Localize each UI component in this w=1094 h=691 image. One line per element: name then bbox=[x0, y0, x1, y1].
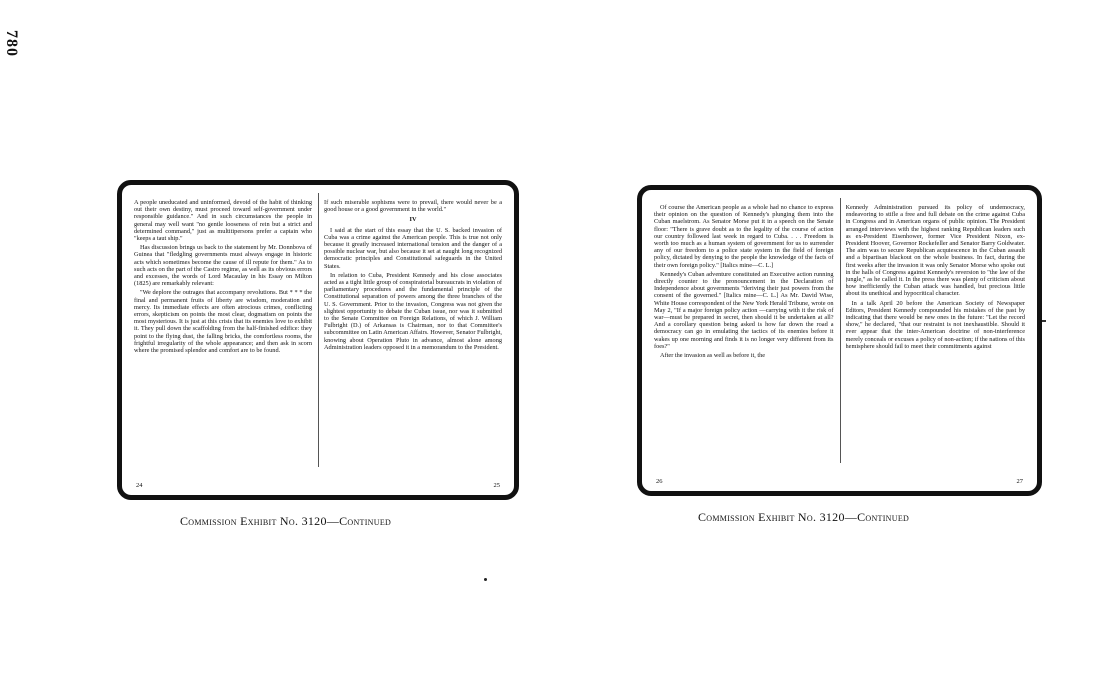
folio-left: 26 bbox=[656, 478, 663, 485]
folio-left: 24 bbox=[136, 482, 143, 489]
paragraph: After the invasion as well as before it, the bbox=[660, 352, 766, 360]
paragraph: I said at the start of this essay that the U. S. backed invasion of Cuba was a crime against the American people. This is true not only because it greatly increased international tension and the danger of a possible nuclear war, but also because it set at naught long recognized democratic principles and Constitutional safeguards in the United States. bbox=[324, 226, 502, 270]
scan-mark bbox=[1042, 320, 1046, 322]
paragraph: Kennedy's Cuban adventure constituted an Executive action running directly counter to the pronouncement in the Declaration of Independence about governments "deriving their just powers from the consent of the governed." [Italics mine—C. L.] As Mr. David Wise, White House correspondent of the New York Herald Tribune, wrote on May 2, "If a major foreign policy action —carrying with it the risk of war—must be prepared in secret, then should it be undertaken at all? And a corollary question being asked is how far down the road a democracy can go in emulating the tactics of its enemies before it wakes up one morning and finds it is no longer very different from its foes?" bbox=[654, 270, 834, 350]
paragraph: Has discussion brings us back to the statement by Mr. Donnbova of Guinea that "fledgling governments must always engage in historic acts which sometimes become the cause of ill repute for them." As to such acts on the part of the Castro regime, as well as its obvious errors and excesses, the words of Lord Macaulay in his Essay on Milton (1825) are remarkably relevant: bbox=[134, 244, 312, 288]
paragraph: In a talk April 20 before the American Society of Newspaper Editors, President Kennedy compounded his mistakes of the past by indicating that there would be new ones in the future: "Let the record show," he declared, "that our restraint is not inexhaustible. Should it ever appear that the inter-American doctrine of non-interference merely conceals or excuses a policy of non-action; if the nations of this hemisphere should fail to meet their commitments against bbox=[845, 299, 1025, 350]
page-number: 780 bbox=[3, 30, 20, 57]
column-left-page-24 bbox=[134, 199, 312, 473]
paragraph: In relation to Cuba, President Kennedy and his close associates acted as a tight little group of conspiratorial bureaucrats in violation of parliamentary procedures and the fundamental principle of the Constitutional separation of powers among the three branches of the U. S. Government. Prior to the invasion, Congress was not given the slightest opportunity to debate the Cuban issue, nor was it submitted to the Senate Committee on Foreign Relations, of which J. William Fulbright (D.) of Arkansas is Chairman, nor to that Committee's subcommittee on Latin American Affairs. However, Senator Fulbright, knowing about Operation Pluto in advance, almost alone among Administration leaders opposed it in a memorandum to the President. bbox=[324, 271, 502, 351]
folio-right: 25 bbox=[493, 482, 500, 489]
paragraph: A people uneducated and uninformed, devoid of the habit of thinking out their own destiny, must proceed toward self-government under responsible guidance." And in such circumstances the people in general may well want "no gentle looseness of rein but a strict and determined command," just as multitipersons prefer a captain who "keeps a taut ship." bbox=[134, 199, 312, 243]
column-left-page-25 bbox=[324, 199, 502, 473]
paragraph: Of course the American people as a whole had no chance to express their opinion on the question of Kennedy's plunging them into the Cuban maelstrom. As Senator Morse put it in a speech on the Senate floor: "There is grave doubt as to the legality of the course of action our country followed last week in regard to Cuba. . . . Freedom is worth too much as a human system of government for us to surrender any of our freedom to a police state system in the field of foreign policy, dictated by denying to the people the knowledge of the facts of their own foreign policy." [Italics mine—C. L.] bbox=[654, 204, 834, 269]
exhibit-caption-left: Commission Exhibit No. 3120—Continued bbox=[180, 514, 392, 528]
exhibit-caption-right: Commission Exhibit No. 3120—Continued bbox=[698, 510, 910, 524]
book-spread-right bbox=[637, 185, 1042, 496]
column-right-page-27 bbox=[846, 204, 1026, 469]
paragraph: "We deplore the outrages that accompany revolutions. But * * * the final and permanent fruits of liberty are wisdom, moderation and mercy. Its immediate effects are often atrocious crimes, conflicting errors, skepticism on points the most clear, dogmatism on points the most mysterious. It is just at this crisis that its enemies love to exhibit it. They pull down the scaffolding from the half-finished edifice: they point to the flying dust, the falling bricks, the comfortless rooms, the frightful irregularity of the whole appearance; and then ask in scorn where the promised splendor and comfort are to be found. bbox=[134, 289, 312, 355]
section-heading: IV bbox=[409, 216, 417, 224]
paragraph: Kennedy Administration pursued its policy of undemocracy, endeavoring to stifle a free and full debate on the crime against Cuba in Congress and in American organs of public opinion. The President arranged interviews with the highest ranking Republican leaders such as ex-President Eisenhower, former Vice President Nixon, ex-President Hoover, Governor Rockefeller and Senator Barry Goldwater. The aim was to secure Republican acquiescence in the Cuban assault and a bipartisan blackout on the whole business. In fact, during the first weeks after the invasion it was only Senator Morse who spoke out in the halls of Congress against Kennedy's reversion to "the law of the jungle," as he called it. In the press there was plenty of criticism about how inefficiently the Cuban attack was handled, but precious little about its unethical and hypocritical character. bbox=[845, 204, 1025, 298]
book-spread-left bbox=[117, 180, 519, 500]
column-right-page-26 bbox=[654, 204, 834, 469]
folio-right: 27 bbox=[1016, 478, 1023, 485]
paragraph: If such miserable sophisms were to prevail, there would never be a good house or a good government in the world." bbox=[324, 199, 502, 214]
scan-speck bbox=[484, 578, 487, 581]
